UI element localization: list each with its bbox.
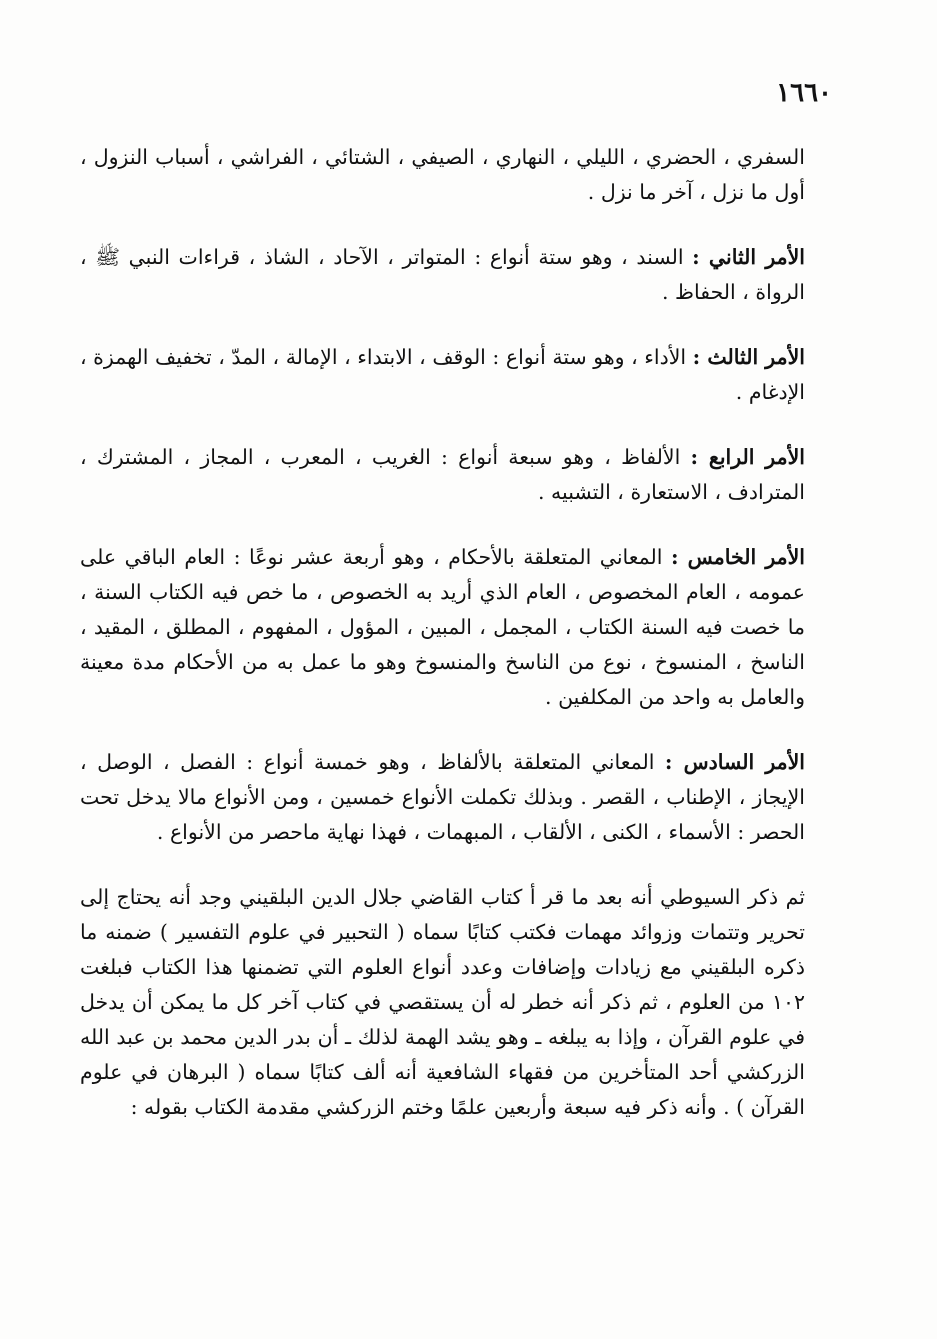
paragraph-text: السند ، وهو ستة أنواع : المتواتر ، الآحاد ، الشاذ ، قراءات النبي ﷺ ، الرواة ، الحفاظ . (80, 245, 805, 304)
paragraph-6 (80, 745, 805, 850)
paragraph-heading: الأمر الثاني : (692, 245, 805, 269)
paragraph-heading: الأمر الثالث : (692, 345, 805, 369)
paragraph-heading: الأمر الرابع : (690, 445, 805, 469)
paragraph-text: المعاني المتعلقة بالأحكام ، وهو أربعة عشر نوعًا : العام الباقي على عمومه ، العام المخصوص ، العام الذي أريد به الخصوص ، ما خص فيه الكتاب السنة ، ما خصت فيه السنة الكتاب ، المجمل ، المبين ، المؤول ، المفهوم ، المطلق ، المقيد ، الناسخ ، المنسوخ ، نوع من الناسخ والمنسوخ وهو ما عمل به من الأحكام مدة معينة والعامل به واحد من المكلفين . (80, 545, 805, 709)
paragraph-1 (80, 140, 805, 210)
paragraph-5 (80, 540, 805, 715)
body-text (80, 140, 805, 1125)
paragraph-2 (80, 240, 805, 310)
paragraph-text: الأداء ، وهو ستة أنواع : الوقف ، الابتداء ، الإمالة ، المدّ ، تخفيف الهمزة ، الإدغام . (80, 345, 805, 404)
paragraph-text: المعاني المتعلقة بالألفاظ ، وهو خمسة أنواع : الفصل ، الوصل ، الإيجاز ، الإطناب ، القصر . وبذلك تكملت الأنواع خمسين ، ومن الأنواع مالا يدخل تحت الحصر : الأسماء ، الكنى ، الألقاب ، المبهمات ، فهذا نهاية ماحصر من الأنواع . (80, 750, 805, 844)
paragraph-7 (80, 880, 805, 1125)
paragraph-3 (80, 340, 805, 410)
page-number: ١٦٦٠ (776, 78, 832, 108)
paragraph-4 (80, 440, 805, 510)
paragraph-heading: الأمر السادس : (664, 750, 805, 774)
paragraph-text: الألفاظ ، وهو سبعة أنواع : الغريب ، المعرب ، المجاز ، المشترك ، المترادف ، الاستعارة ، التشبيه . (80, 445, 805, 504)
paragraph-heading: الأمر الخامس : (670, 545, 805, 569)
paragraph-text: السفري ، الحضري ، الليلي ، النهاري ، الصيفي ، الشتائي ، الفراشي ، أسباب النزول ، أول ما نزل ، آخر ما نزل . (80, 145, 805, 204)
paragraph-text: ثم ذكر السيوطي أنه بعد ما قر أ كتاب القاضي جلال الدين البلقيني وجد أنه يحتاج إلى تحرير وتتمات وزوائد مهمات فكتب كتابًا سماه ( التحبير في علوم التفسير ) ضمنه ما ذكره البلقيني مع زيادات وإضافات وعدد أنواع العلوم التي تضمنها هذا الكتاب فبلغت ١٠٢ من العلوم ، ثم ذكر أنه خطر له أن يستقصي في كتاب آخر كل ما يمكن أن يدخل في علوم القرآن ، وإذا به يبلغه ـ وهو يشد الهمة لذلك ـ أن بدر الدين محمد بن عبد الله الزركشي أحد المتأخرين من فقهاء الشافعية أنه ألف كتابًا سماه ( البرهان في علوم القرآن ) . وأنه ذكر فيه سبعة وأربعين علمًا وختم الزركشي مقدمة الكتاب بقوله : (80, 885, 805, 1119)
